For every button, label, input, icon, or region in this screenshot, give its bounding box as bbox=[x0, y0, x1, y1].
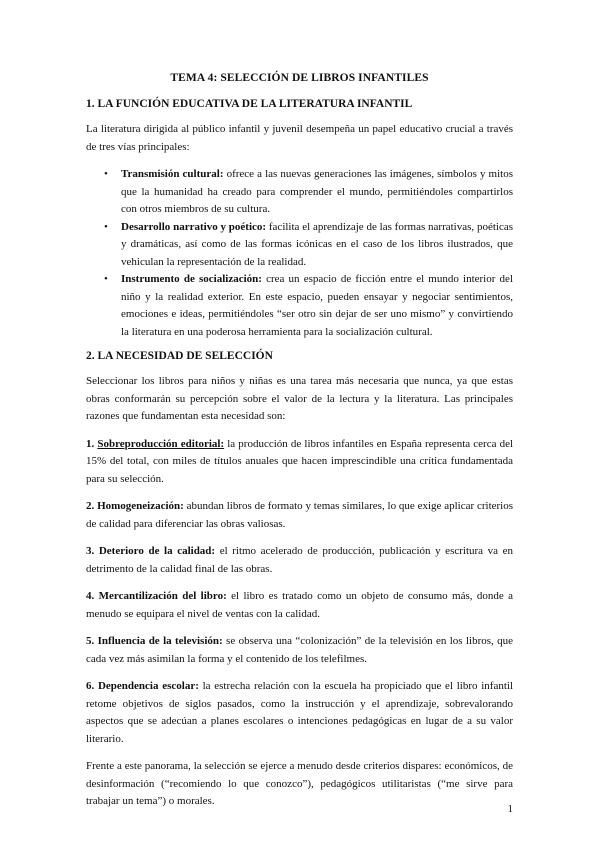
functions-list bbox=[86, 166, 513, 341]
list-item bbox=[104, 219, 513, 272]
reason-paragraph bbox=[86, 498, 513, 533]
reason-number: 6. bbox=[86, 680, 98, 692]
reason-number: 5. bbox=[86, 635, 98, 647]
reason-text: el libro es tratado como un objeto de consumo más, donde a menudo se equipara el nivel de ventas con la calidad. bbox=[86, 590, 514, 620]
list-item bbox=[104, 271, 513, 341]
list-item-label: Desarrollo narrativo y poético: bbox=[121, 220, 267, 233]
section-heading-2: 2. LA NECESIDAD DE SELECCIÓN bbox=[86, 350, 273, 362]
closing-paragraph: Frente a este panorama, la selección se ejerce a menudo desde criterios dispares: económicos, de desinformación (“recomiendo lo que conozco”), pedagógicos utilitaristas (“me sirve para trabajar un tema”) o morales. bbox=[86, 760, 513, 807]
reason-label: Mercantilización del libro: bbox=[98, 590, 227, 602]
reason-label: Dependencia escolar: bbox=[97, 680, 199, 692]
list-item-text: crea un espacio de ficción entre el mundo interior del niño y la realidad exterior. En este espacio, pueden ensayar y negociar sentimientos, emociones e ideas, permitiéndoles “ser otro sin dejar de ser uno mismo” y convirtiendo la literatura en una poderosa herramienta para la socialización cultural. bbox=[121, 273, 513, 338]
reason-text: la producción de libros infantiles en España representa cerca del 15% del total, con miles de títulos anuales que hacen imprescindible una crítica fundamentada para su selección. bbox=[86, 437, 514, 485]
reason-paragraph bbox=[86, 588, 513, 623]
reason-text: la estrecha relación con la escuela ha propiciado que el libro infantil retome objetivos de siglos pasados, como la instrucción y el aprendizaje, sobrevalorando aspectos que se adecúan a planes escolares o intenciones pedagógicas en lugar de a su valor literario. bbox=[86, 680, 513, 745]
page-number: 1 bbox=[507, 803, 513, 815]
bullet-icon: • bbox=[104, 220, 108, 233]
list-item-label: Transmisión cultural: bbox=[121, 168, 224, 180]
document-title: TEMA 4: SELECCIÓN DE LIBROS INFANTILES bbox=[170, 72, 429, 84]
reason-text: el ritmo acelerado de producción, publicación y escritura va en detrimento de la calidad final de las obras. bbox=[86, 545, 514, 575]
reason-number: 1. bbox=[86, 437, 98, 450]
bullet-icon: • bbox=[104, 273, 108, 285]
reason-number: 2. bbox=[86, 500, 98, 512]
reason-paragraph bbox=[86, 543, 513, 578]
reason-text: abundan libros de formato y temas similares, lo que exige aplicar criterios de calidad para diferenciar las obras valiosas. bbox=[86, 500, 514, 530]
section-heading-1: 1. LA FUNCIÓN EDUCATIVA DE LA LITERATURA INFANTIL bbox=[86, 98, 413, 110]
reason-paragraph bbox=[86, 678, 513, 748]
reason-label: Homogeneización: bbox=[97, 500, 184, 512]
reason-label: Sobreproducción editorial: bbox=[97, 437, 225, 450]
section-1-intro: La literatura dirigida al público infantil y juvenil desempeña un papel educativo crucial a través de tres vías principales: bbox=[86, 123, 513, 153]
bullet-icon: • bbox=[104, 168, 108, 180]
reason-label: Influencia de la televisión: bbox=[97, 635, 223, 647]
section-2-intro: Seleccionar los libros para niños y niñas es una tarea más necesaria que nunca, ya que estas obras conformarán su percepción sobre el valor de la lectura y la literatura. Las principales razones que fundamentan esta necesidad son: bbox=[86, 375, 513, 422]
reason-number: 3. bbox=[86, 545, 99, 557]
reason-label: Deterioro de la calidad: bbox=[98, 545, 216, 557]
reason-paragraph bbox=[86, 633, 513, 668]
list-item-text: facilita el aprendizaje de las formas narrativas, poéticas y dramáticas, así como de las formas icónicas en el caso de los libros ilustrados, que vehiculan la representación de la realidad. bbox=[121, 220, 513, 268]
list-item bbox=[104, 166, 513, 219]
reason-text: se observa una “colonización” de la televisión en los libros, que cada vez más asimilan la forma y el contenido de los telefilmes. bbox=[86, 635, 514, 665]
list-item-text: ofrece a las nuevas generaciones las imágenes, símbolos y mitos que la humanidad ha creado para comprender el mundo, permitiéndoles compartirlos con otros miembros de su cultura. bbox=[121, 168, 513, 215]
reason-number: 4. bbox=[86, 590, 99, 602]
list-item-label: Instrumento de socialización: bbox=[121, 273, 262, 285]
reason-paragraph bbox=[86, 436, 513, 489]
